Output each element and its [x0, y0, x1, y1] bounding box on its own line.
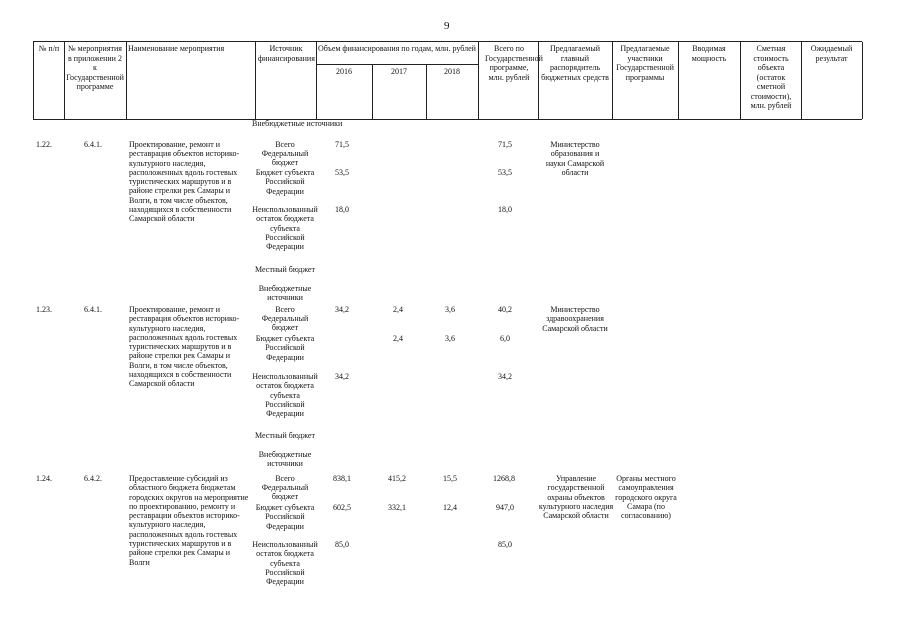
- row-1-total: 71,5: [498, 140, 512, 149]
- row-2-2017-region: 2,4: [393, 334, 403, 343]
- row-2-source-rest: Неиспользованный остаток бюджета субъекта Российской Федерации: [252, 372, 318, 419]
- table-header: [33, 41, 862, 120]
- header-2016: 2016: [336, 67, 352, 76]
- header-source: Источник финансирования: [258, 44, 315, 63]
- header-name: Наименование мероприятия: [128, 44, 225, 53]
- row-3-2018-region: 12,4: [443, 503, 457, 512]
- row-2-total-rest: 34,2: [498, 372, 512, 381]
- row-1-source-total: Всего: [275, 140, 295, 149]
- row-1-2016-region: 53,5: [335, 168, 349, 177]
- row-1-total-region: 53,5: [498, 168, 512, 177]
- row-3-2017-region: 332,1: [388, 503, 406, 512]
- row-3-participants: Органы местного самоуправления городского округа Самара (по согласованию): [615, 474, 677, 521]
- row-2-code: 6.4.1.: [84, 305, 102, 314]
- header-num: № п/п: [38, 44, 60, 53]
- row-3-total-rest: 85,0: [498, 540, 512, 549]
- row-1-distributor: Министерство образования и науки Самарской области: [545, 140, 605, 177]
- row-2-total-region: 6,0: [500, 334, 510, 343]
- row-2-distributor: Министерство здравоохранения Самарской области: [542, 305, 608, 333]
- top-source-label: Внебюджетные источники: [252, 119, 343, 128]
- row-2-2018-region: 3,6: [445, 334, 455, 343]
- row-2-2018-total: 3,6: [445, 305, 455, 314]
- row-2-source-extra: Внебюджетные источники: [258, 450, 312, 469]
- row-2-2017-total: 2,4: [393, 305, 403, 314]
- row-3-source-fed: Федеральный бюджет: [261, 483, 309, 502]
- header-total: Всего по Государственной программе, млн. рублей: [485, 44, 543, 82]
- row-3-code: 6.4.2.: [84, 474, 102, 483]
- row-3-total-region: 947,0: [496, 503, 514, 512]
- header-capacity: Вводимая мощность: [691, 44, 727, 63]
- header-volume: Объем финансирования по годам, млн. рублей: [318, 44, 476, 53]
- row-3-source-rest: Неиспользованный остаток бюджета субъекта Российской Федерации: [252, 540, 318, 587]
- row-3-2017-total: 415,2: [388, 474, 406, 483]
- row-3-2018-total: 15,5: [443, 474, 457, 483]
- header-result: Ожидаемый результат: [810, 44, 853, 63]
- page-number: 9: [444, 20, 450, 32]
- row-3-source-region: Бюджет субъекта Российской Федерации: [255, 503, 315, 531]
- row-2-source-local: Местный бюджет: [255, 431, 315, 440]
- row-3-source-total: Всего: [275, 474, 295, 483]
- row-1-source-local: Местный бюджет: [255, 265, 315, 274]
- row-3-distributor: Управление государственной охраны объектов культурного наследия Самарской области: [538, 474, 614, 521]
- row-3-2016-total: 838,1: [333, 474, 351, 483]
- header-distributor: Предлагаемый главный распорядитель бюджетных средств: [541, 44, 609, 82]
- row-3-name: Предоставление субсидий из областного бюджета бюджетам городских округов на мероприятие по проектированию, ремонту и реставрации объектов историко-культурного наследия, расположенных вдоль гостевых туристических маршрутов и в районе стрелки рек Самары и Волги: [129, 474, 249, 567]
- row-1-source-rest: Неиспользованный остаток бюджета субъекта Российской Федерации: [252, 205, 318, 252]
- row-2-source-total: Всего: [275, 305, 295, 314]
- row-1-2016-total: 71,5: [335, 140, 349, 149]
- row-2-2016-total: 34,2: [335, 305, 349, 314]
- row-3-2016-rest: 85,0: [335, 540, 349, 549]
- row-1-source-extra: Внебюджетные источники: [258, 284, 312, 303]
- row-3-total: 1268,8: [493, 474, 515, 483]
- row-3-2016-region: 602,5: [333, 503, 351, 512]
- row-1-source-region: Бюджет субъекта Российской Федерации: [255, 168, 315, 196]
- row-1-2016-rest: 18,0: [335, 205, 349, 214]
- header-estimate: Сметная стоимость объекта (остаток сметной стоимости), млн. рублей: [750, 44, 792, 110]
- row-1-num: 1.22.: [36, 140, 52, 149]
- row-2-num: 1.23.: [36, 305, 52, 314]
- row-2-total: 40,2: [498, 305, 512, 314]
- header-2018: 2018: [444, 67, 460, 76]
- row-1-name: Проектирование, ремонт и реставрация объектов историко-культурного наследия, расположенных вдоль гостевых туристических маршрутов и в районе стрелки рек Самары и Волги, в том числе объектов, находящихся в собственности Самарской области: [129, 140, 240, 224]
- header-2017: 2017: [391, 67, 407, 76]
- row-3-num: 1.24.: [36, 474, 52, 483]
- header-measure-num: № мероприятия в приложении 2 к Государственной программе: [66, 44, 124, 91]
- row-2-name: Проектирование, ремонт и реставрация объектов историко-культурного наследия, расположенных вдоль гостевых туристических маршрутов и в районе стрелки рек Самары и Волги, в том числе объектов, находящихся в собственности Самарской области: [129, 305, 240, 389]
- row-1-source-fed: Федеральный бюджет: [261, 149, 309, 168]
- row-2-source-region: Бюджет субъекта Российской Федерации: [255, 334, 315, 362]
- row-1-total-rest: 18,0: [498, 205, 512, 214]
- row-1-code: 6.4.1.: [84, 140, 102, 149]
- row-2-source-fed: Федеральный бюджет: [261, 314, 309, 333]
- row-2-2016-rest: 34,2: [335, 372, 349, 381]
- header-participants: Предлагаемые участники Государственной программы: [616, 44, 674, 82]
